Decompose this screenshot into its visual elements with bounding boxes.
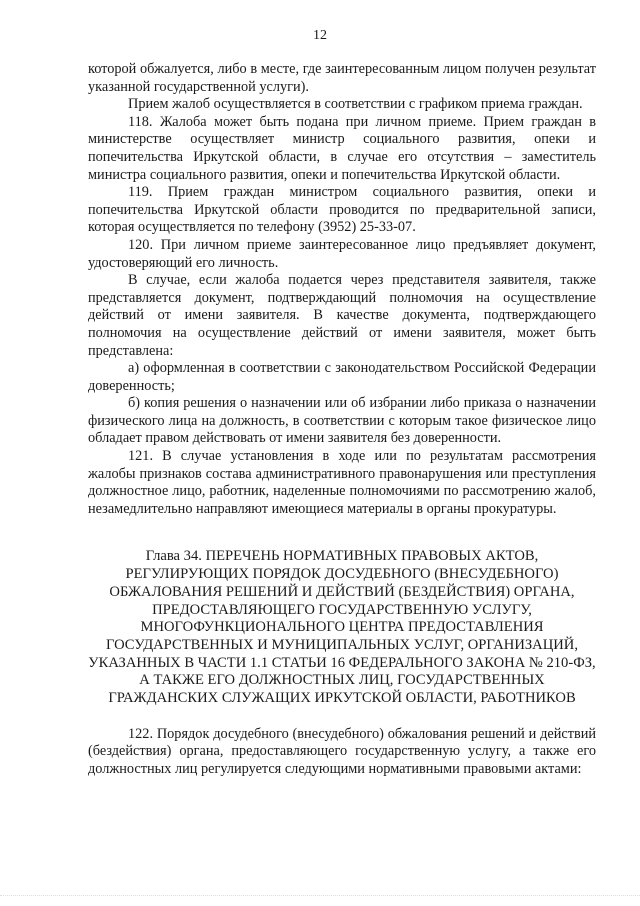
paragraph-122: 122. Порядок досудебного (внесудебного) обжалования решений и действий (бездействия) органа, предоставляющего государственную услугу, а также его должностных лиц регулируется следующими нормативными правовыми актами:	[88, 725, 596, 777]
paragraph-continuation: которой обжалуется, либо в месте, где заинтересованным лицом получен результат указанной государственной услуги).	[88, 61, 596, 95]
paragraph-item-a: а) оформленная в соответствии с законодательством Российской Федерации доверенность;	[88, 360, 596, 394]
paragraph-121: 121. В случае установления в ходе или по результатам рассмотрения жалобы признаков состава административного правонарушения или преступления должностное лицо, работник, наделенные полномочиями по рассмотрению жалоб, незамедлительно направляют имеющиеся материалы в органы прокуратуры.	[88, 448, 596, 517]
paragraph-representative: В случае, если жалоба подается через представителя заявителя, также представляется документ, подтверждающий полномочия на осуществление действий от имени заявителя. В качестве документа, подтверждающего полномочия на осуществление действий от имени заявителя, может быть представлена:	[88, 272, 596, 359]
page-content	[88, 61, 596, 779]
chapter-heading: Глава 34. ПЕРЕЧЕНЬ НОРМАТИВНЫХ ПРАВОВЫХ АКТОВ, РЕГУЛИРУЮЩИХ ПОРЯДОК ДОСУДЕБНОГО (ВНЕСУДЕБНОГО) ОБЖАЛОВАНИЯ РЕШЕНИЙ И ДЕЙСТВИЙ (БЕЗДЕЙСТВИЯ) ОРГАНА, ПРЕДОСТАВЛЯЮЩЕГО ГОСУДАРСТВЕННУЮ УСЛУГУ, МНОГОФУНКЦИОНАЛЬНОГО ЦЕНТРА ПРЕДОСТАВЛЕНИЯ ГОСУДАРСТВЕННЫХ И МУНИЦИПАЛЬНЫХ УСЛУГ, ОРГАНИЗАЦИЙ, УКАЗАННЫХ В ЧАСТИ 1.1 СТАТЬИ 16 ФЕДЕРАЛЬНОГО ЗАКОНА № 210-ФЗ, А ТАКЖЕ ЕГО ДОЛЖНОСТНЫХ ЛИЦ, ГОСУДАРСТВЕННЫХ ГРАЖДАНСКИХ СЛУЖАЩИХ ИРКУТСКОЙ ОБЛАСТИ, РАБОТНИКОВ	[88, 548, 596, 707]
page-number: 12	[313, 28, 327, 43]
paragraph-reception-schedule: Прием жалоб осуществляется в соответствии с графиком приема граждан.	[128, 96, 583, 113]
paragraph-118: 118. Жалоба может быть подана при личном приеме. Прием граждан в министерстве осуществляет министр социального развития, опеки и попечительства Иркутской области, в случае его отсутствия – заместитель министра социального развития, опеки и попечительства Иркутской области.	[88, 113, 596, 183]
spacer	[88, 518, 596, 536]
paragraph-item-b: б) копия решения о назначении или об избрании либо приказа о назначении физического лица на должность, в соответствии с которым такое физическое лицо обладает правом действовать от имени заявителя без доверенности.	[88, 395, 596, 447]
spacer	[88, 708, 596, 726]
paragraph-120: 120. При личном приеме заинтересованное лицо предъявляет документ, удостоверяющий его личность.	[88, 236, 596, 271]
scan-edge-artifact	[0, 895, 640, 906]
paragraph-119: 119. Прием граждан министром социального развития, опеки и попечительства Иркутской области проводится по предварительной записи, которая осуществляется по телефону (3952) 25-33-07.	[88, 184, 596, 236]
